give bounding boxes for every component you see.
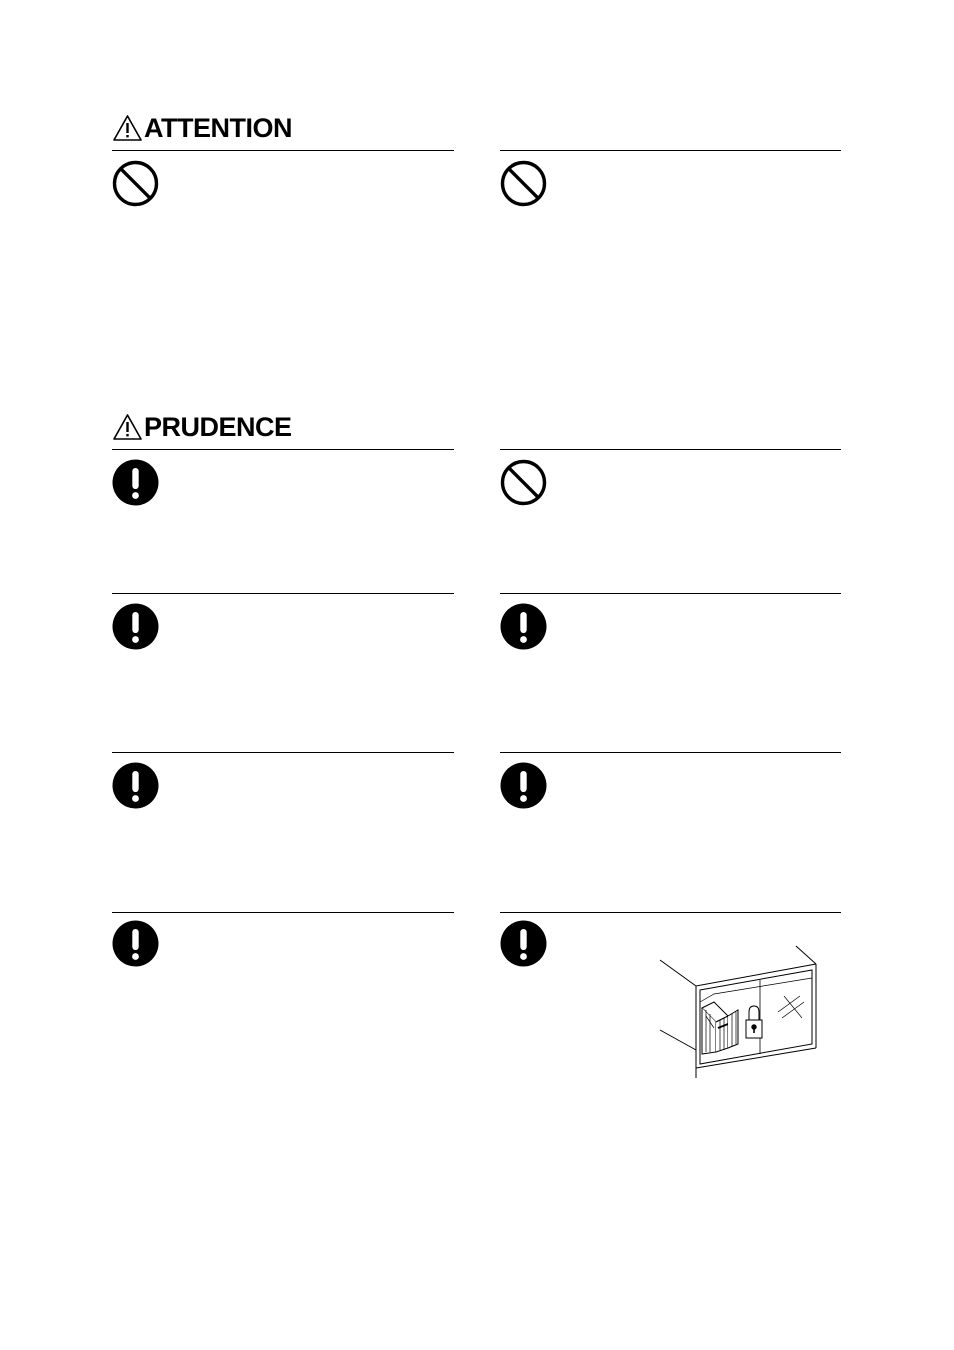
divider — [112, 912, 454, 913]
mandatory-action-icon — [112, 762, 159, 809]
divider — [112, 593, 454, 594]
prohibition-icon — [112, 160, 159, 207]
mandatory-action-icon — [112, 920, 159, 967]
warning-triangle-icon — [112, 114, 143, 142]
divider — [500, 593, 841, 594]
divider — [500, 150, 841, 151]
divider — [500, 752, 841, 753]
divider — [500, 449, 841, 450]
mandatory-action-icon — [500, 603, 547, 650]
attention-title: ATTENTION — [144, 112, 292, 143]
mandatory-action-icon — [500, 762, 547, 809]
divider — [500, 912, 841, 913]
locked-cabinet-illustration — [654, 944, 824, 1078]
prudence-heading — [112, 411, 292, 443]
mandatory-action-icon — [112, 603, 159, 650]
mandatory-action-icon — [500, 920, 547, 967]
attention-heading — [112, 112, 292, 144]
divider — [112, 752, 454, 753]
prohibition-icon — [500, 459, 547, 506]
mandatory-action-icon — [112, 459, 159, 506]
divider — [112, 150, 454, 151]
warning-triangle-icon — [112, 413, 143, 441]
divider — [112, 449, 454, 450]
prudence-title: PRUDENCE — [144, 411, 292, 442]
prohibition-icon — [500, 160, 547, 207]
